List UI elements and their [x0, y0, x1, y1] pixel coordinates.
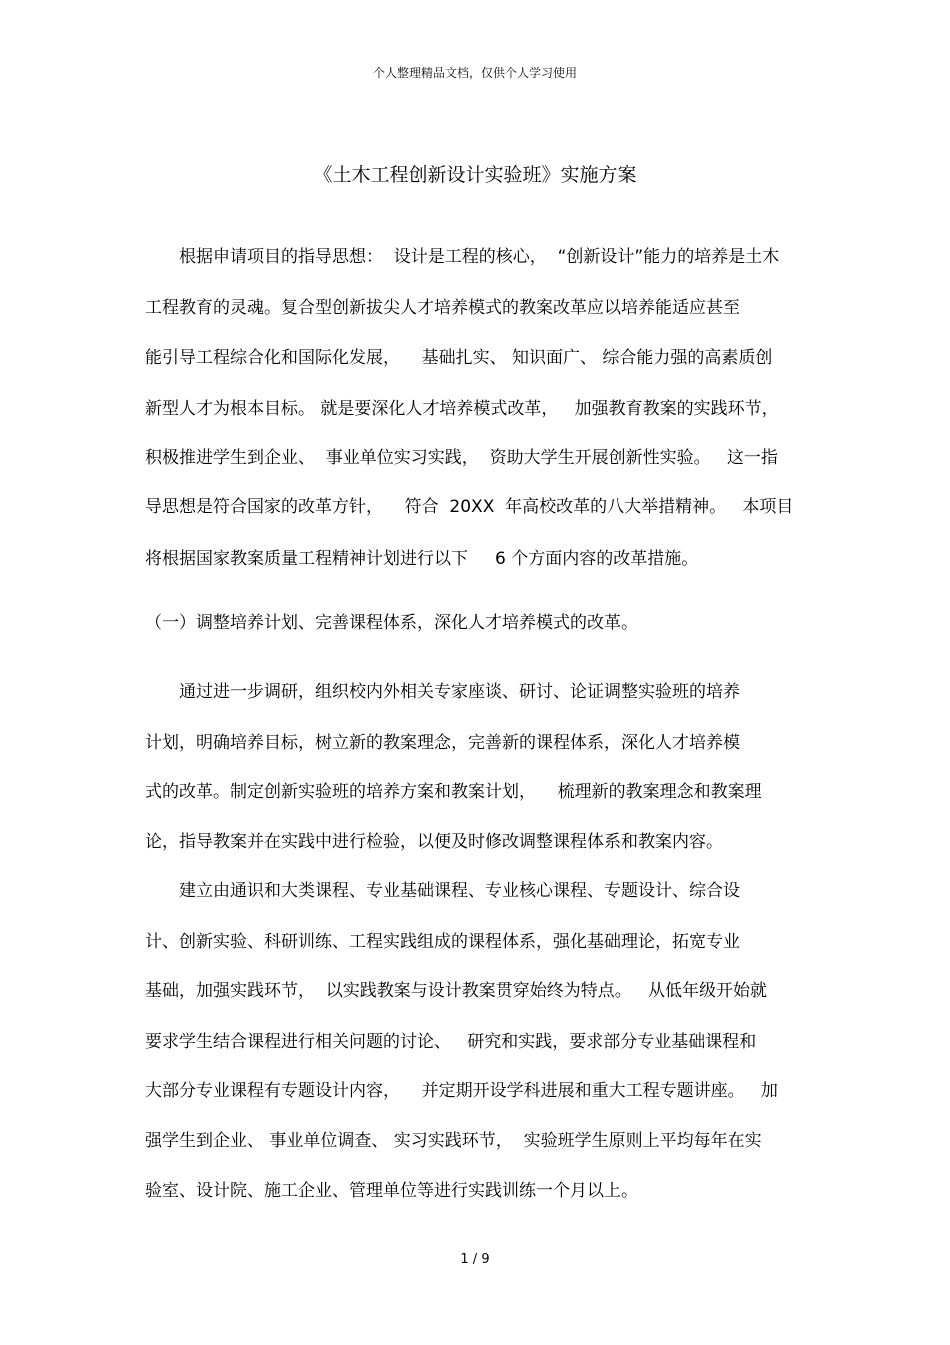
document-title: 《土木工程创新设计实验班》实施方案: [313, 164, 637, 186]
body-line: 基础，加强实践环节， 以实践教案与设计教案贯穿始终为特点。 从低年级开始就: [145, 981, 768, 1001]
body-line: 计、创新实验、科研训练、工程实践组成的课程体系，强化基础理论，拓宽专业: [145, 932, 740, 952]
body-line: 论，指导教案并在实践中进行检验，以便及时修改调整课程体系和教案内容。: [145, 832, 723, 852]
body-line: 验室、设计院、施工企业、管理单位等进行实践训练一个月以上。: [145, 1181, 638, 1201]
body-line: 导思想是符合国家的改革方针， 符合 20XX 年高校改革的八大举措精神。 本项目: [145, 497, 794, 517]
body-line: 根据申请项目的指导思想： 设计是工程的核心， “创新设计”能力的培养是土木: [179, 247, 780, 267]
body-line: 要求学生结合课程进行相关问题的讨论、 研究和实践，要求部分专业基础课程和: [145, 1032, 757, 1052]
page-number: 1 / 9: [460, 1252, 490, 1267]
body-line: 将根据国家教案质量工程精神计划进行以下 6 个方面内容的改革措施。: [145, 549, 699, 569]
body-line: 建立由通识和大类课程、专业基础课程、专业核心课程、专题设计、综合设: [179, 881, 740, 901]
body-line: 能引导工程综合化和国际化发展， 基础扎实、 知识面广、 综合能力强的高素质创: [145, 348, 773, 368]
body-line: 强学生到企业、 事业单位调查、 实习实践环节， 实验班学生原则上平均每年在实: [145, 1131, 762, 1151]
body-line: 积极推进学生到企业、 事业单位实习实践， 资助大学生开展创新性实验。 这一指: [145, 448, 778, 468]
body-line: 新型人才为根本目标。 就是要深化人才培养模式改革， 加强教育教案的实践环节，: [145, 399, 779, 419]
body-line: 大部分专业课程有专题设计内容， 并定期开设学科进展和重大工程专题讲座。 加: [145, 1081, 778, 1101]
section-heading: （一）调整培养计划、完善课程体系，深化人才培养模式的改革。: [145, 613, 638, 633]
body-line: 通过进一步调研，组织校内外相关专家座谈、研讨、论证调整实验班的培养: [179, 682, 740, 702]
body-line: 计划，明确培养目标，树立新的教案理念，完善新的课程体系，深化人才培养模: [145, 733, 740, 753]
body-line: 工程教育的灵魂。复合型创新拔尖人才培养模式的教案改革应以培养能适应甚至: [145, 298, 740, 318]
page-header: 个人整理精品文档，仅供个人学习使用: [372, 66, 577, 80]
body-line: 式的改革。制定创新实验班的培养方案和教案计划， 梳理新的教案理念和教案理: [145, 782, 762, 802]
